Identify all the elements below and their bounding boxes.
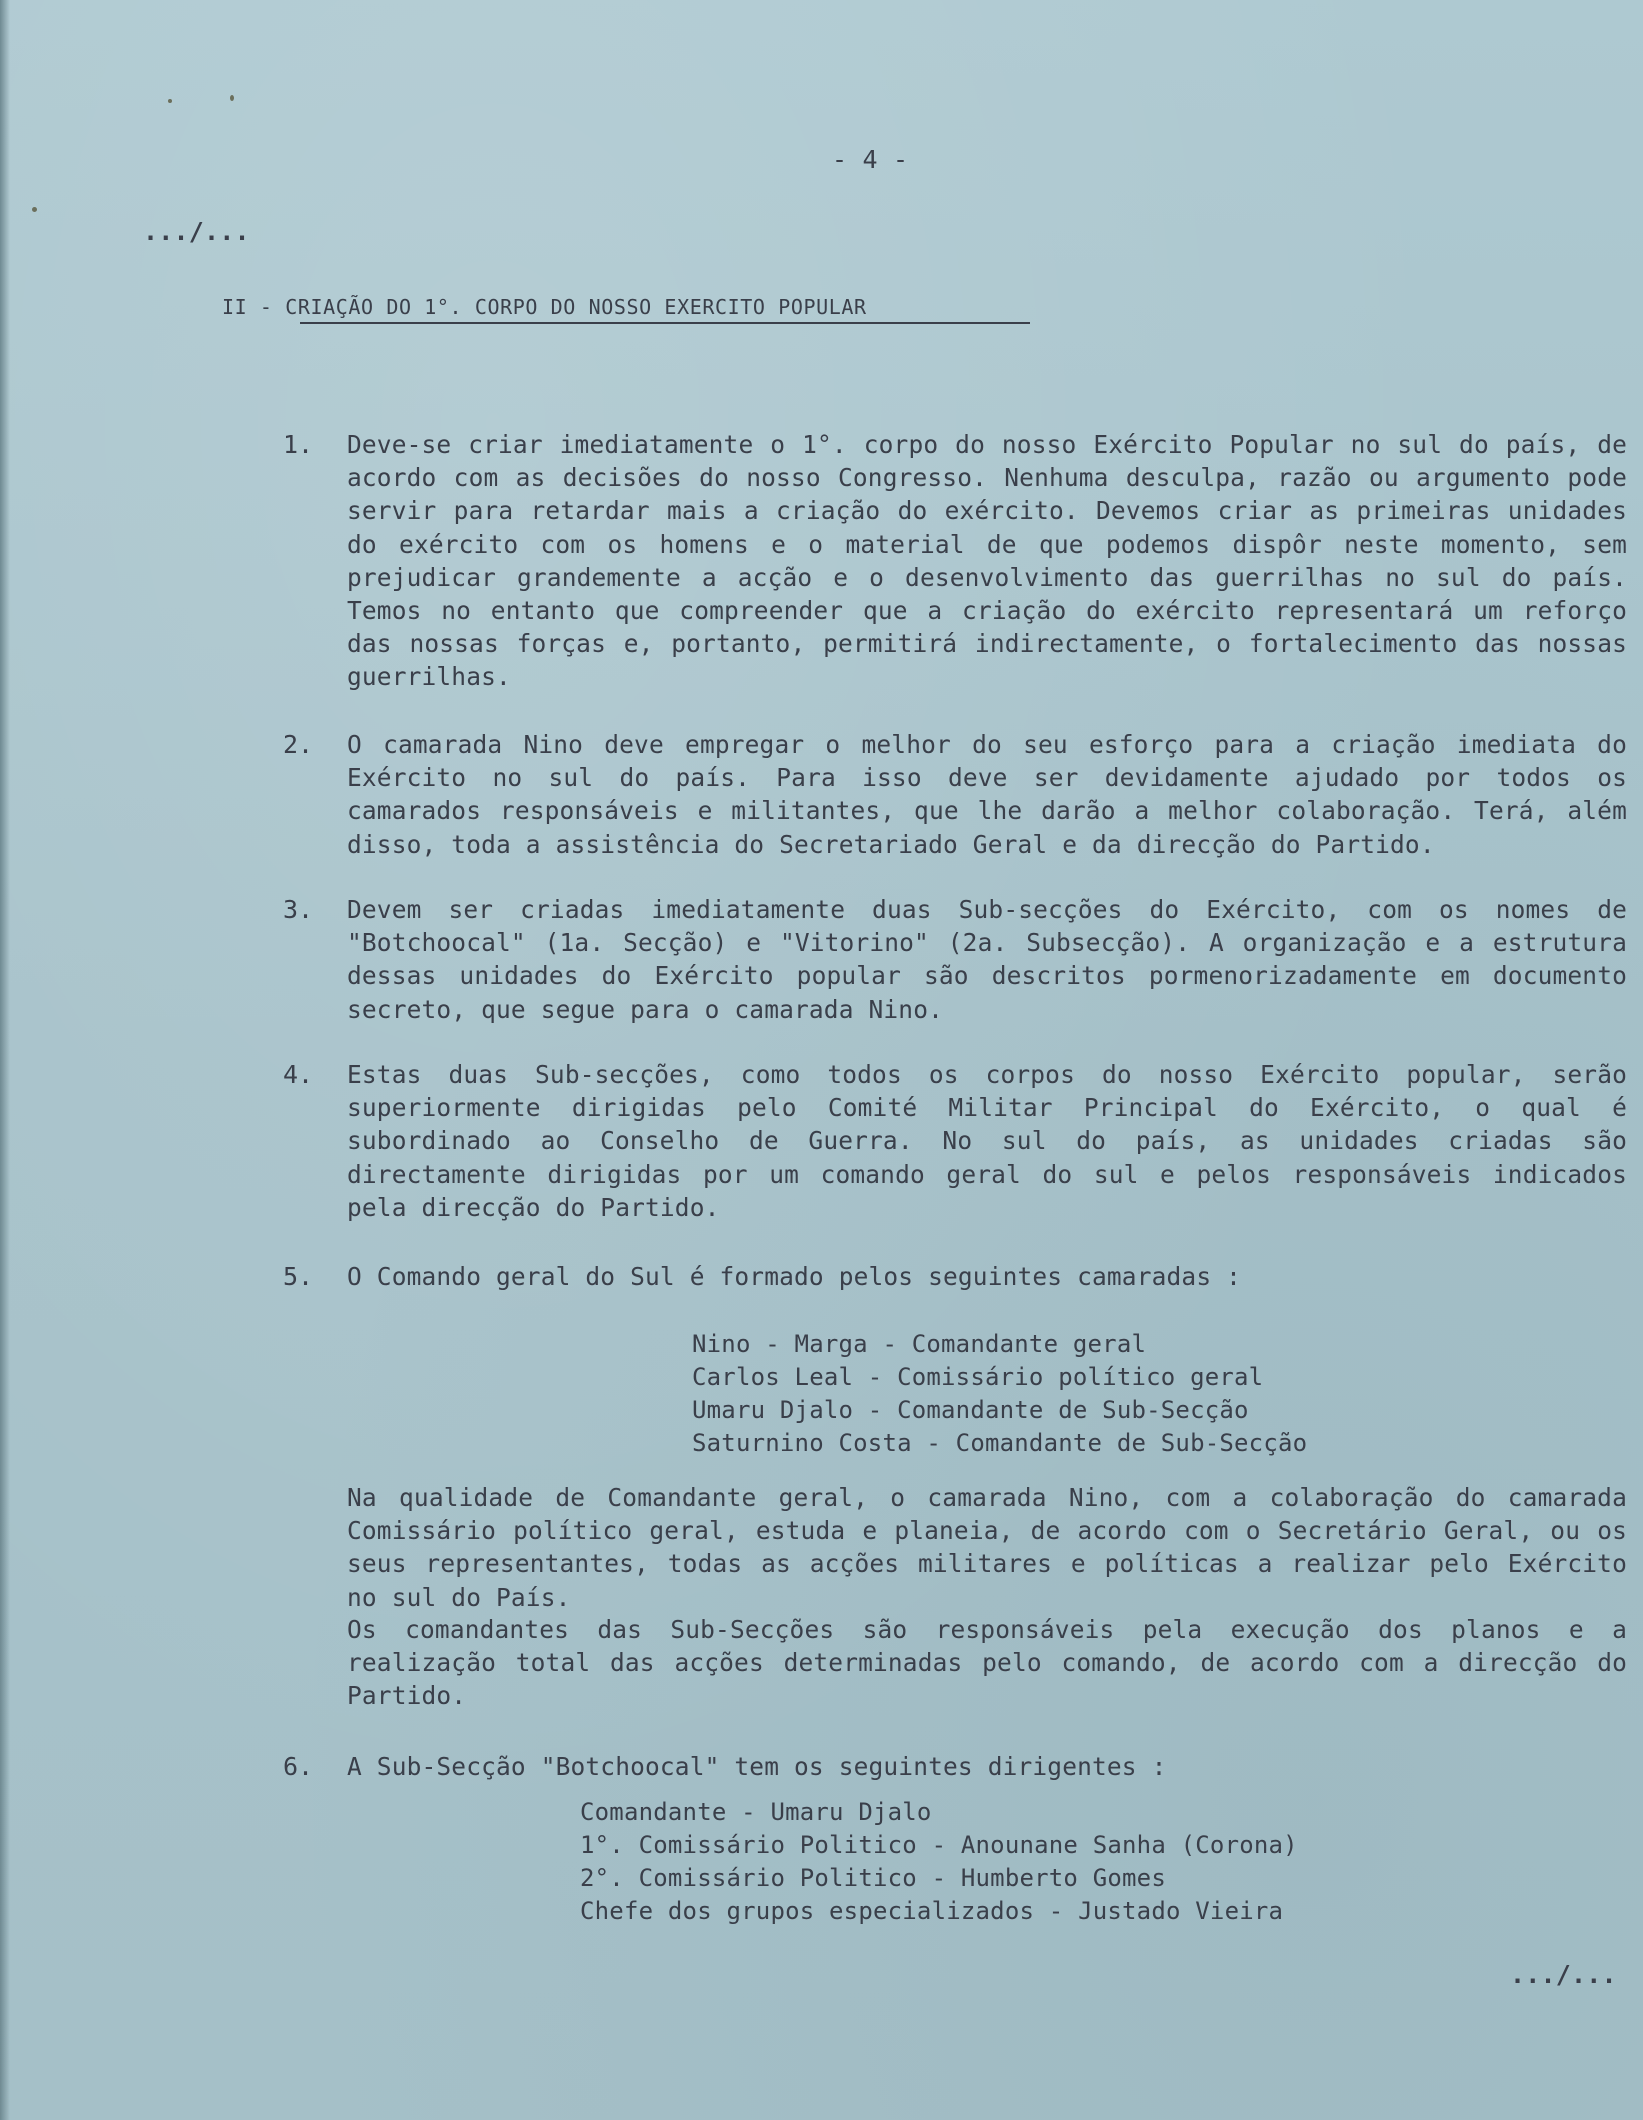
ink-speck [230, 95, 234, 101]
subseccao-leader: Comandante - Umaru Djalo [580, 1798, 932, 1826]
item-paragraph: Deve-se criar imediatamente o 1°. corpo do nosso Exército Popular no sul do país, de acordo com as decisões do nosso Congresso. Nenhuma desculpa, razão ou argumento pode servir para retardar mais a criação do exército. Devemos criar as primeiras unidades do exército com os homens e o material de que podemos dispôr neste momento, sem prejudicar grandemente a acção e o desenvolvimento das guerrilhas no sul do país. Temos no entanto que compreender que a criação do exército representará um reforço das nossas forças e, portanto, permitirá indirectamente, o fortalecimento das nossas guerrilhas. [347, 430, 1627, 692]
comando-member: Umaru Djalo - Comandante de Sub-Secção [692, 1396, 1249, 1424]
item-number: 3. [283, 895, 314, 924]
item-paragraph: O camarada Nino deve empregar o melhor do seu esforço para a criação imediata do Exército no sul do país. Para isso deve ser devidamente ajudado por todos os camarados responsáveis e militantes, que lhe darão a melhor colaboração. Terá, além disso, toda a assistência do Secretariado Geral e da direcção do Partido. [347, 730, 1627, 859]
continuation-marker-top: .../... [143, 217, 250, 246]
item-paragraph: Devem ser criadas imediatamente duas Sub-secções do Exército, com os nomes de "Botchoocal" (1a. Secção) e "Vitorino" (2a. Subsecção). A organização e a estrutura dessas unidades do Exército popular são descritos pormenorizadamente em documento secreto, que segue para o camarada Nino. [347, 895, 1627, 1024]
page-edge-shadow [0, 0, 10, 2120]
subseccao-leader: Chefe dos grupos especializados - Justado Vieira [580, 1897, 1284, 1925]
ink-speck [168, 99, 172, 103]
item-paragraph: Estas duas Sub-secções, como todos os corpos do nosso Exército popular, serão superiormente dirigidas pelo Comité Militar Principal do Exército, o qual é subordinado ao Conselho de Guerra. No sul do país, as unidades criadas são directamente dirigidas por um comando geral do sul e pelos responsáveis indicados pela direcção do Partido. [347, 1060, 1627, 1222]
item-number: 4. [283, 1060, 314, 1089]
subseccao-leader: 1°. Comissário Politico - Anounane Sanha (Corona) [580, 1831, 1298, 1859]
item-number: 6. [283, 1752, 314, 1781]
item-followup-paragraph: Os comandantes das Sub-Secções são responsáveis pela execução dos planos e a realização total das acções determinadas pelo comando, de acordo com a direcção do Partido. [347, 1615, 1627, 1711]
item-number: 1. [283, 430, 314, 459]
comando-member: Nino - Marga - Comandante geral [692, 1330, 1147, 1358]
page-number: - 4 - [832, 145, 909, 174]
subseccao-leader: 2°. Comissário Politico - Humberto Gomes [580, 1864, 1166, 1892]
continuation-marker-bottom: .../... [1510, 1960, 1617, 1989]
comando-member: Saturnino Costa - Comandante de Sub-Secção [692, 1429, 1308, 1457]
item-paragraph: O Comando geral do Sul é formado pelos seguintes camaradas : [347, 1262, 1242, 1291]
item-number: 2. [283, 730, 314, 759]
ink-speck [32, 207, 37, 212]
item-paragraph: A Sub-Secção "Botchoocal" tem os seguintes dirigentes : [347, 1752, 1167, 1781]
item-followup-paragraph: Na qualidade de Comandante geral, o camarada Nino, com a colaboração do camarada Comissário político geral, estuda e planeia, de acordo com o Secretário Geral, ou os seus representantes, todas as acções militares e políticas a realizar pelo Exército no sul do País. [347, 1483, 1627, 1612]
comando-member: Carlos Leal - Comissário político geral [692, 1363, 1264, 1391]
section-title: II - CRIAÇÃO DO 1°. CORPO DO NOSSO EXERCITO POPULAR [222, 295, 867, 319]
section-title-underline [300, 322, 1030, 324]
item-number: 5. [283, 1262, 314, 1291]
